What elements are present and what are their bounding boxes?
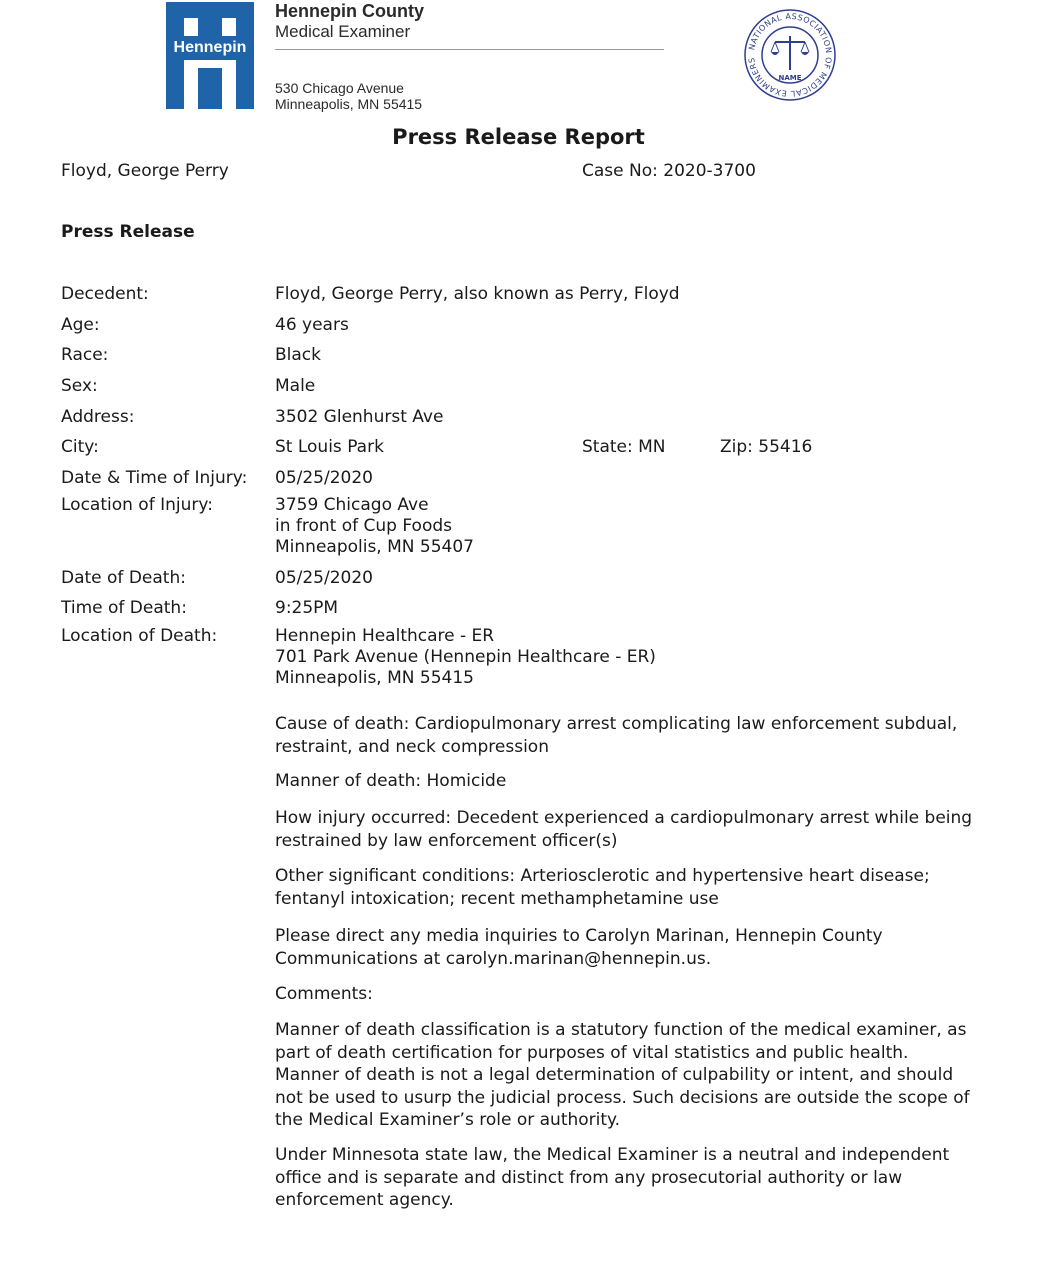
sex-label: Sex:: [61, 376, 98, 396]
city-label: City:: [61, 437, 99, 457]
death-location-line-3: Minneapolis, MN 55415: [275, 668, 474, 688]
injury-location-line-1: 3759 Chicago Ave: [275, 495, 429, 515]
other-conditions: Other significant conditions: Arteriosclerotic and hypertensive heart disease; fentanyl intoxication; recent methamphetamine use: [275, 866, 930, 909]
org-name: Hennepin County: [275, 1, 424, 21]
age-label: Age:: [61, 315, 100, 335]
cause-of-death: Cause of death: Cardiopulmonary arrest complicating law enforcement subdual, restraint, and neck compression: [275, 714, 958, 757]
city-value: St Louis Park: [275, 437, 384, 457]
age-value: 46 years: [275, 315, 349, 335]
zip-value: Zip: 55416: [720, 437, 813, 457]
injury-location-line-3: Minneapolis, MN 55407: [275, 537, 474, 557]
decedent-label: Decedent:: [61, 284, 149, 304]
report-title: Press Release Report: [392, 125, 645, 149]
decedent-name: Floyd, George Perry: [61, 161, 229, 181]
address-line-2: Minneapolis, MN 55415: [275, 96, 423, 112]
section-heading: Press Release: [61, 222, 195, 242]
sex-value: Male: [275, 376, 316, 396]
logo-text: Hennepin: [173, 39, 247, 56]
how-injury-occurred: How injury occurred: Decedent experienced a cardiopulmonary arrest while being restrained by law enforcement officer(s): [275, 808, 973, 851]
comments-label: Comments:: [275, 984, 373, 1004]
comment-paragraph-2: Under Minnesota state law, the Medical Examiner is a neutral and independent office and is separate and distinct from any prosecutorial authority or law enforcement agency.: [275, 1145, 950, 1210]
death-location-label: Location of Death:: [61, 626, 218, 646]
injury-location-line-2: in front of Cup Foods: [275, 516, 452, 536]
media-inquiries: Please direct any media inquiries to Carolyn Marinan, Hennepin County Communications at carolyn.marinan@hennepin.us.: [275, 926, 883, 969]
death-location-line-2: 701 Park Avenue (Hennepin Healthcare - ER): [275, 647, 656, 667]
address-label: Address:: [61, 407, 135, 427]
injury-location-label: Location of Injury:: [61, 495, 213, 515]
org-dept: Medical Examiner: [275, 22, 411, 41]
death-date-label: Date of Death:: [61, 568, 186, 588]
injury-date-label: Date & Time of Injury:: [61, 468, 248, 488]
address-value: 3502 Glenhurst Ave: [275, 407, 444, 427]
race-value: Black: [275, 345, 321, 365]
manner-of-death: Manner of death: Homicide: [275, 771, 507, 791]
state-value: State: MN: [582, 437, 666, 457]
svg-text:NATIONAL ASSOCIATION OF MEDICA: NATIONAL ASSOCIATION OF MEDICAL EXAMINERS: [747, 11, 834, 99]
race-label: Race:: [61, 345, 109, 365]
address-line-1: 530 Chicago Avenue: [275, 80, 404, 96]
svg-text:NAME: NAME: [778, 74, 802, 82]
death-time-value: 9:25PM: [275, 598, 339, 618]
header-rule: [275, 49, 664, 50]
seal-icon: [743, 8, 837, 102]
injury-date-value: 05/25/2020: [275, 468, 373, 488]
case-number: Case No: 2020-3700: [582, 161, 756, 181]
name-seal: [743, 8, 837, 102]
death-time-label: Time of Death:: [61, 598, 187, 618]
comment-paragraph-1: Manner of death classification is a statutory function of the medical examiner, as part of death certification for purposes of vital statistics and public health. Manner of death is not a legal determination of culpability or intent, and should not be used to usurp the judicial process. Such decisions are outside the scope of the Medical Examiner’s role or authority.: [275, 1020, 970, 1130]
hennepin-logo: [166, 2, 254, 109]
death-location-line-1: Hennepin Healthcare - ER: [275, 626, 495, 646]
decedent-value: Floyd, George Perry, also known as Perry, Floyd: [275, 284, 680, 304]
death-date-value: 05/25/2020: [275, 568, 373, 588]
